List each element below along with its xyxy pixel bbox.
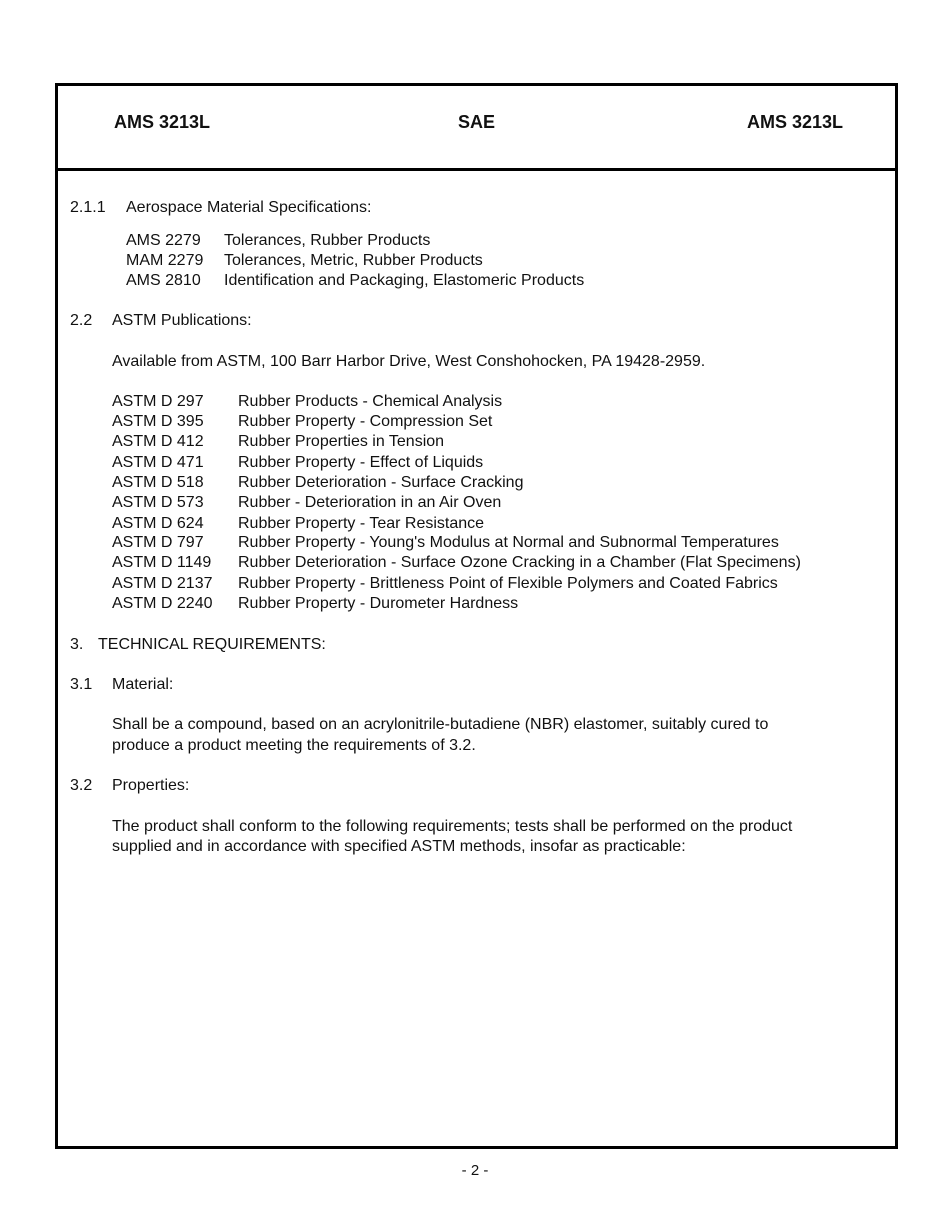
section-heading-3-1: Material: <box>112 676 174 693</box>
astm-ref-title: Rubber Deterioration - Surface Cracking <box>238 474 524 491</box>
header-doc-id-right: AMS 3213L <box>746 112 843 132</box>
astm-ref-title: Rubber Property - Durometer Hardness <box>238 595 519 612</box>
astm-ref-title: Rubber Property - Young's Modulus at Normal and Subnormal Temperatures <box>238 534 779 551</box>
section-number-3-1: 3.1 <box>70 676 93 693</box>
section-heading-2-2: ASTM Publications: <box>112 312 252 329</box>
ams-ref-title: Tolerances, Metric, Rubber Products <box>224 252 483 269</box>
astm-ref-title: Rubber Deterioration - Surface Ozone Cracking in a Chamber (Flat Specimens) <box>238 554 801 571</box>
paragraph-line: produce a product meeting the requirements of 3.2. <box>112 737 476 754</box>
section-number-3-2: 3.2 <box>70 777 93 794</box>
section-heading-3-2: Properties: <box>112 777 190 794</box>
astm-ref-id: ASTM D 297 <box>112 393 204 410</box>
ams-ref-id: AMS 2279 <box>126 232 201 249</box>
paragraph-line: supplied and in accordance with specified ASTM methods, insofar as practicable: <box>112 838 686 855</box>
astm-ref-id: ASTM D 471 <box>112 454 204 471</box>
astm-ref-id: ASTM D 412 <box>112 433 204 450</box>
paragraph-line: Shall be a compound, based on an acrylonitrile-butadiene (NBR) elastomer, suitably cured to <box>112 716 769 733</box>
ams-ref-title: Identification and Packaging, Elastomeric Products <box>224 272 585 289</box>
astm-ref-id: ASTM D 2137 <box>112 575 213 592</box>
astm-ref-id: ASTM D 1149 <box>112 554 212 571</box>
section-number-2-1-1: 2.1.1 <box>70 199 106 216</box>
astm-ref-id: ASTM D 573 <box>112 494 204 511</box>
astm-ref-title: Rubber - Deterioration in an Air Oven <box>238 494 502 511</box>
astm-ref-id: ASTM D 797 <box>112 534 204 551</box>
astm-ref-id: ASTM D 2240 <box>112 595 213 612</box>
paragraph-line: The product shall conform to the following requirements; tests shall be performed on the product <box>112 818 793 835</box>
astm-ref-title: Rubber Properties in Tension <box>238 433 445 450</box>
astm-ref-title: Rubber Property - Compression Set <box>238 413 493 430</box>
header-doc-id-left: AMS 3213L <box>114 112 211 132</box>
astm-ref-title: Rubber Property - Brittleness Point of Flexible Polymers and Coated Fabrics <box>238 575 778 592</box>
ams-ref-title: Tolerances, Rubber Products <box>224 232 431 249</box>
section-heading-3: TECHNICAL REQUIREMENTS: <box>98 636 326 653</box>
astm-ref-title: Rubber Property - Effect of Liquids <box>238 454 484 471</box>
astm-availability: Available from ASTM, 100 Barr Harbor Drive, West Conshohocken, PA 19428-2959. <box>112 353 706 370</box>
astm-ref-title: Rubber Property - Tear Resistance <box>238 515 485 532</box>
astm-ref-id: ASTM D 518 <box>112 474 204 491</box>
page-number: - 2 - <box>461 1162 489 1179</box>
section-number-3: 3. <box>70 636 84 653</box>
ams-ref-id: MAM 2279 <box>126 252 204 269</box>
astm-ref-id: ASTM D 395 <box>112 413 204 430</box>
astm-ref-id: ASTM D 624 <box>112 515 204 532</box>
section-heading-2-1-1: Aerospace Material Specifications: <box>126 199 372 216</box>
astm-ref-title: Rubber Products - Chemical Analysis <box>238 393 503 410</box>
page-header <box>58 86 895 171</box>
ams-ref-id: AMS 2810 <box>126 272 201 289</box>
header-publisher: SAE <box>457 112 495 132</box>
section-number-2-2: 2.2 <box>70 312 93 329</box>
